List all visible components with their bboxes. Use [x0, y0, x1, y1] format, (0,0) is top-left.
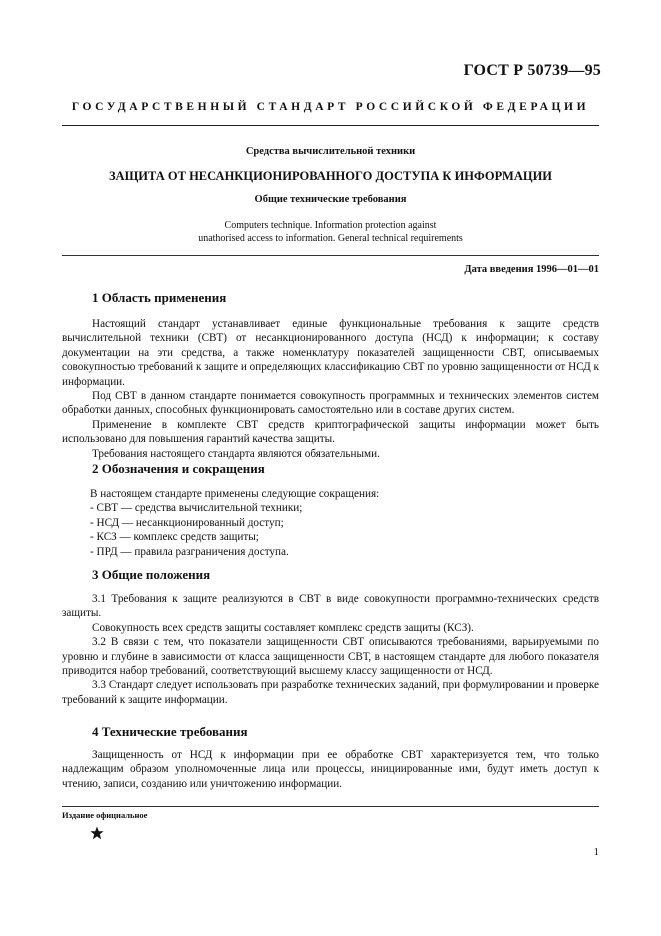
- paragraph: Совокупность всех средств защиты составляет комплекс средств защиты (КСЗ).: [92, 621, 474, 634]
- paragraph: Применение в комплекте СВТ средств криптографической защиты информации может быть использовано для повышения гарантий качества защиты.: [62, 418, 599, 446]
- list-intro: В настоящем стандарте применены следующие сокращения:: [90, 488, 380, 500]
- document-number: ГОСТ Р 50739—95: [463, 62, 601, 79]
- list-item: - СВТ — средства вычислительной техники;: [90, 502, 303, 515]
- star-icon: [90, 826, 104, 840]
- abbreviations-list: [90, 487, 590, 559]
- standard-title: ГОСУДАРСТВЕННЫЙ СТАНДАРТ РОССИЙСКОЙ ФЕДЕРАЦИИ: [71, 101, 590, 113]
- subtitle: Общие технические требования: [254, 194, 407, 205]
- main-title: ЗАЩИТА ОТ НЕСАНКЦИОНИРОВАННОГО ДОСТУПА К ИНФОРМАЦИИ: [108, 169, 553, 183]
- english-title-line-2: unathorised access to information. General technical requirements: [198, 233, 463, 244]
- section-4-heading: 4 Технические требования: [92, 724, 248, 739]
- paragraph: Защищенность от НСД к информации при ее обработке СВТ характеризуется тем, что только надлежащим образом уполномоченные лица или процессы, инициированные ими, будут иметь доступ к чтению, записи, созданию или уничтожению информации.: [62, 749, 599, 790]
- section-3-body: [62, 592, 599, 707]
- section-1-body: [62, 317, 599, 461]
- list-item: - НСД — несанкционированный доступ;: [90, 516, 284, 529]
- edition-label: Издание официальное: [62, 810, 148, 820]
- section-3-heading: 3 Общие положения: [92, 567, 211, 582]
- paragraph: 3.2 В связи с тем, что показатели защищенности СВТ описываются требованиями, варьируемыми по уровню и глубине в зависимости от класса защищенности СВТ, в настоящем стандарте для любого показателя приводится набор требований, соответствующий высшему классу защищенности от НСД.: [62, 636, 599, 678]
- paragraph: Настоящий стандарт устанавливает единые функциональные требования к защите средств вычислительной техники (СВТ) от несанкционированного доступа (НСД) к информации; к составу документации на эти средства, а также номенклатуру показателей защищенности СВТ, описываемых совокупностью требований к защите и определяющих классификацию СВТ по уровню защищенности от НСД к информации.: [62, 318, 599, 388]
- top-divider: [62, 125, 599, 126]
- section-1-heading: 1 Область применения: [92, 290, 227, 305]
- section-4-body: [62, 748, 599, 791]
- paragraph: 3.1 Требования к защите реализуются в СВТ в виде совокупности программно-технических средств защиты.: [62, 593, 599, 620]
- page-number: 1: [593, 846, 599, 858]
- english-title-line-1: Computers technique. Information protection against: [224, 220, 437, 231]
- footer-divider: [62, 806, 599, 807]
- list-item: - ПРД — правила разграничения доступа.: [90, 545, 289, 558]
- section-2-heading: 2 Обозначения и сокращения: [92, 461, 265, 476]
- list-item: - КСЗ — комплекс средств защиты;: [90, 531, 259, 544]
- subject-line: Средства вычислительной техники: [245, 146, 416, 157]
- paragraph: Под СВТ в данном стандарте понимается совокупность программных и технических элементов систем обработки данных, способных функционировать самостоятельно или в составе других систем.: [62, 390, 599, 417]
- middle-divider: [62, 255, 599, 256]
- paragraph: 3.3 Стандарт следует использовать при разработке технических заданий, при формулировании и проверке требований к защите информации.: [62, 679, 599, 706]
- paragraph: Требования настоящего стандарта являются обязательными.: [92, 447, 380, 460]
- introduction-date: Дата введения 1996—01—01: [464, 264, 599, 275]
